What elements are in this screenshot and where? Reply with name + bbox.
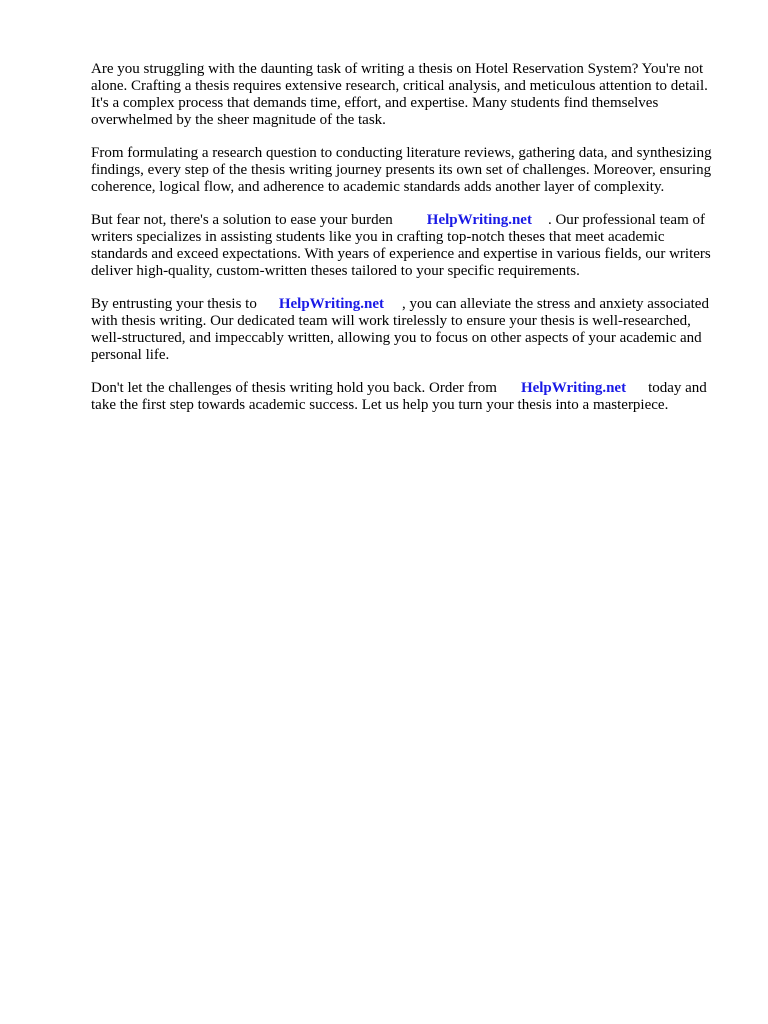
helpwriting-link-3[interactable]: HelpWriting.net bbox=[520, 380, 627, 396]
helpwriting-link-1[interactable]: HelpWriting.net bbox=[426, 212, 532, 228]
paragraph-solution-text-before: But fear not, there's a solution to ease your burden bbox=[91, 212, 393, 228]
paragraph-challenges: From formulating a research question to conducting literature reviews, gathering data, and synthesizing findings, every step of the thesis writing journey presents its own set of challenges. Moreover, ensuring coherence, logical flow, and adherence to academic standards adds another layer of complexity. bbox=[91, 145, 712, 195]
paragraph-solution bbox=[91, 212, 723, 280]
document-body bbox=[91, 61, 723, 430]
paragraph-entrust-text-before: By entrusting your thesis to bbox=[91, 296, 257, 312]
helpwriting-link-2[interactable]: HelpWriting.net bbox=[278, 296, 384, 312]
paragraph-call-to-action bbox=[91, 380, 723, 414]
paragraph-intro: Are you struggling with the daunting task of writing a thesis on Hotel Reservation System? You're not alone. Crafting a thesis requires extensive research, critical analysis, and meticulous attention to detail. It's a complex process that demands time, effort, and expertise. Many students find themselves overwhelmed by the sheer magnitude of the task. bbox=[91, 61, 708, 128]
paragraph-cta-text-after: today and take the first step towards academic success. Let us help you turn your thesis into a masterpiece. bbox=[91, 380, 707, 413]
paragraph-entrust bbox=[91, 296, 723, 364]
paragraph-solution-text-after: . Our professional team of writers specializes in assisting students like you in crafting top-notch theses that meet academic standards and exceed expectations. With years of experience and expertise in various fields, our writers deliver high-quality, custom-written theses tailored to your specific requirements. bbox=[91, 212, 711, 279]
paragraph-entrust-text-after: , you can alleviate the stress and anxiety associated with thesis writing. Our dedicated team will work tirelessly to ensure your thesis is well-researched, well-structured, and impeccably written, allowing you to focus on other aspects of your academic and personal life. bbox=[91, 296, 709, 363]
paragraph-cta-text-before: Don't let the challenges of thesis writing hold you back. Order from bbox=[91, 380, 497, 396]
